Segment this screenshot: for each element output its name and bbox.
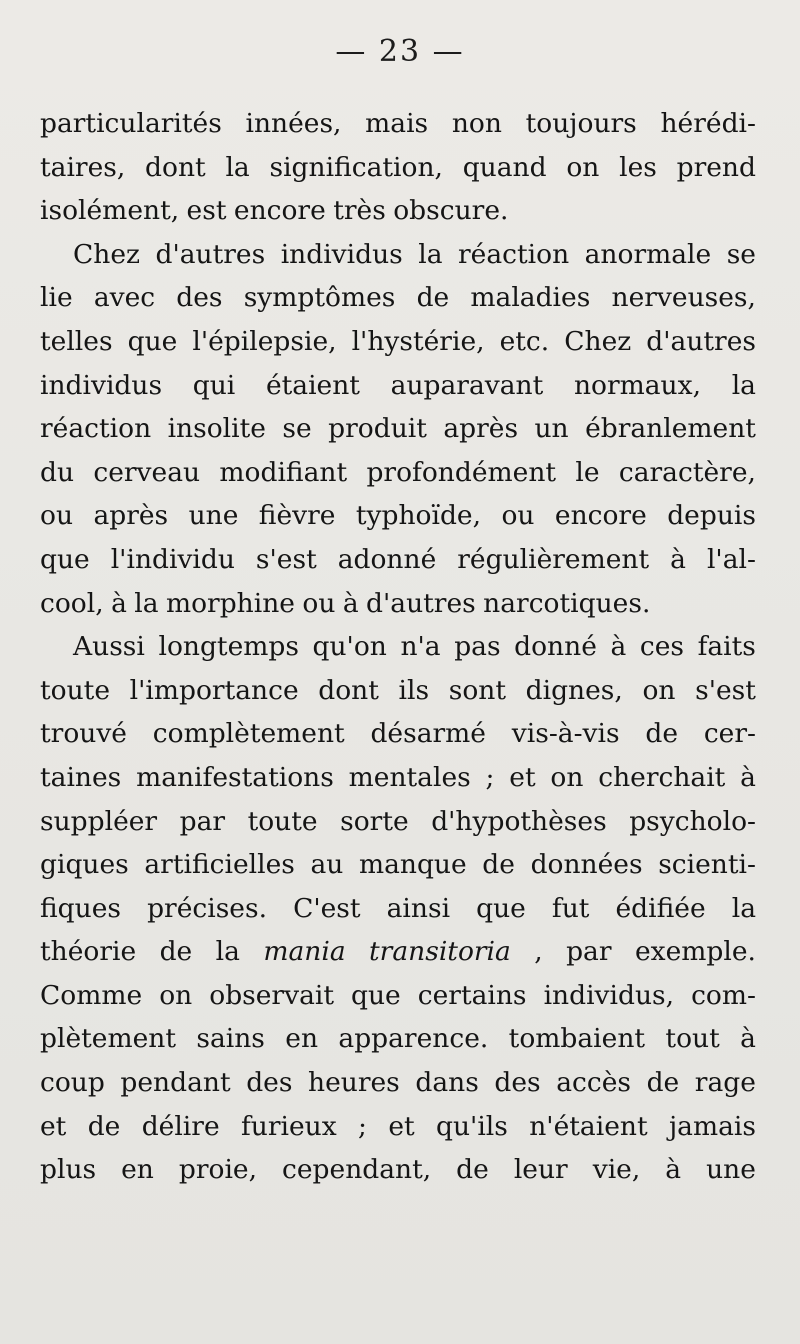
text-line: Comme on observait que certains individus, com- [40,979,756,1011]
body-text [40,102,756,1192]
text-line: individus qui étaient auparavant normaux, la [40,369,756,401]
text-line: lie avec des symptômes de maladies nerveuses, [40,282,756,314]
text-line: ou après une fièvre typhoïde, ou encore depuis [40,500,756,532]
text-line: particularités innées, mais non toujours hérédi- [40,108,756,139]
page-number: — 23 — [335,34,465,69]
text-line: coup pendant des heures dans des accès de rage [40,1067,756,1099]
text-line: fiques précises. C'est ainsi que fut édifiée la [40,892,756,924]
text-line: plus en proie, cependant, de leur vie, à une [40,1154,756,1186]
text-line: Chez d'autres individus la réaction anormale se [73,238,756,270]
text-line: réaction insolite se produit après un ébranlement [40,413,756,445]
text-line: telles que l'épilepsie, l'hystérie, etc. Chez d'autres [40,325,756,357]
text-line: giques artificielles au manque de données scienti- [40,849,756,881]
text-line: isolément, est encore très obscure. [40,195,509,227]
text-line: Aussi longtemps qu'on n'a pas donné à ces faits [73,631,756,663]
text-line: toute l'importance dont ils sont dignes, on s'est [40,674,756,706]
text-line: plètement sains en apparence. tombaient tout à [40,1023,756,1055]
text-line: théorie de la mania transitoria , par exemple. [40,936,756,968]
text-line: du cerveau modifiant profondément le caractère, [40,456,756,488]
text-line: taires, dont la signification, quand on les prend [40,151,756,183]
text-line: cool, à la morphine ou à d'autres narcotiques. [40,587,651,619]
text-line: suppléer par toute sorte d'hypothèses psycholo- [40,805,756,837]
text-line: trouvé complètement désarmé vis-à-vis de cer- [40,718,756,750]
text-line: et de délire furieux ; et qu'ils n'étaient jamais [40,1110,756,1142]
text-line: que l'individu s'est adonné régulièrement à l'al- [40,543,756,575]
text-line: taines manifestations mentales ; et on cherchait à [40,761,756,793]
